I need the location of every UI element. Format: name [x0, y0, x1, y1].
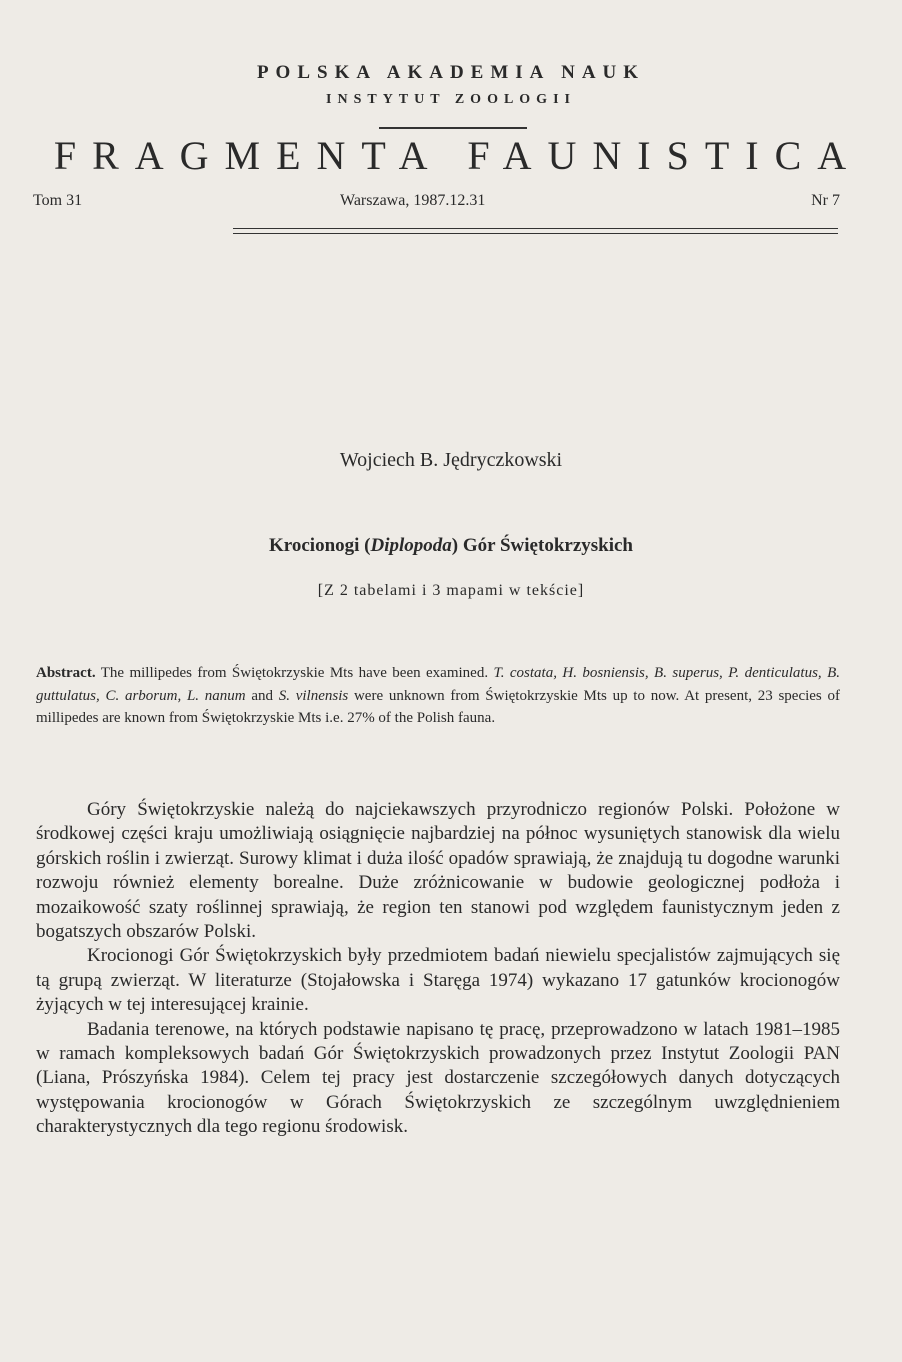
header-divider	[379, 127, 527, 129]
academy-name: POLSKA AKADEMIA NAUK	[256, 62, 646, 83]
issue-number: Nr 7	[811, 192, 840, 209]
article-title	[0, 535, 902, 557]
abstract-text-3: were unknown from Świętokrzyskie Mts up to now. At present, 23 species of millipedes are known from Świętokrzyskie Mts i.e. 27% of the Polish fauna.	[36, 687, 840, 726]
article-subtitle: [Z 2 tabelami i 3 mapami w tekście]	[317, 582, 585, 599]
double-divider	[233, 228, 838, 234]
abstract-text-2: and	[245, 687, 279, 704]
institute-name: INSTYTUT ZOOLOGII	[326, 92, 576, 107]
abstract	[36, 662, 840, 730]
abstract-species-last: S. vilnensis	[278, 687, 349, 704]
abstract-text-1: The millipedes from Świętokrzyskie Mts have been examined.	[95, 665, 494, 681]
abstract-label: Abstract.	[36, 665, 96, 681]
title-part-1: Krocionogi (	[269, 535, 371, 556]
paragraph-2: Krocionogi Gór Świętokrzyskich były przedmiotem badań niewielu specjalistów zajmujących się tą grupą zwierząt. W literaturze (Stojałowska i Staręga 1974) wykazano 17 gatunków krocionogów żyjących w tej interesującej krainie.	[36, 945, 840, 1016]
volume-label: Tom 31	[33, 192, 83, 209]
author-name: Wojciech B. Jędryczkowski	[339, 449, 563, 471]
place-date: Warszawa, 1987.12.31	[340, 192, 486, 209]
title-scientific-name: Diplopoda	[370, 535, 452, 556]
body-text	[36, 798, 840, 1140]
title-part-2: ) Gór Świętokrzyskich	[451, 535, 633, 556]
abstract-species: T. costata, H. bosniensis, B. superus, P. denticulatus, B. guttulatus, C. arborum, L. nanum	[36, 665, 840, 704]
paragraph-1: Góry Świętokrzyskie należą do najciekawszych przyrodniczo regionów Polski. Położone w środkowej części kraju umożliwiają osiągnięcie najbardziej na północ wysuniętych stanowisk dla wielu górskich roślin i zwierząt. Surowy klimat i duża ilość opadów sprawiają, że znajdują tu dogodne warunki rozwoju również elementy borealne. Duże zróżnicowanie w budowie geologicznej podłoża i mozaikowość szaty roślinnej sprawiają, że region ten stanowi pod względem faunistycznym jeden z bogatszych obszarów Polski.	[36, 799, 840, 943]
journal-title: FRAGMENTA FAUNISTICA	[53, 133, 863, 178]
paragraph-3: Badania terenowe, na których podstawie napisano tę pracę, przeprowadzono w latach 1981–1985 w ramach kompleksowych badań Gór Świętokrzyskich prowadzonych przez Instytut Zoologii PAN (Liana, Prószyńska 1984). Celem tej pracy jest dostarczenie szczegółowych danych dotyczących występowania krocionogów w Górach Świętokrzyskich ze szczególnym uwzględnieniem charakterystycznych dla tego regionu środowisk.	[36, 1018, 840, 1138]
